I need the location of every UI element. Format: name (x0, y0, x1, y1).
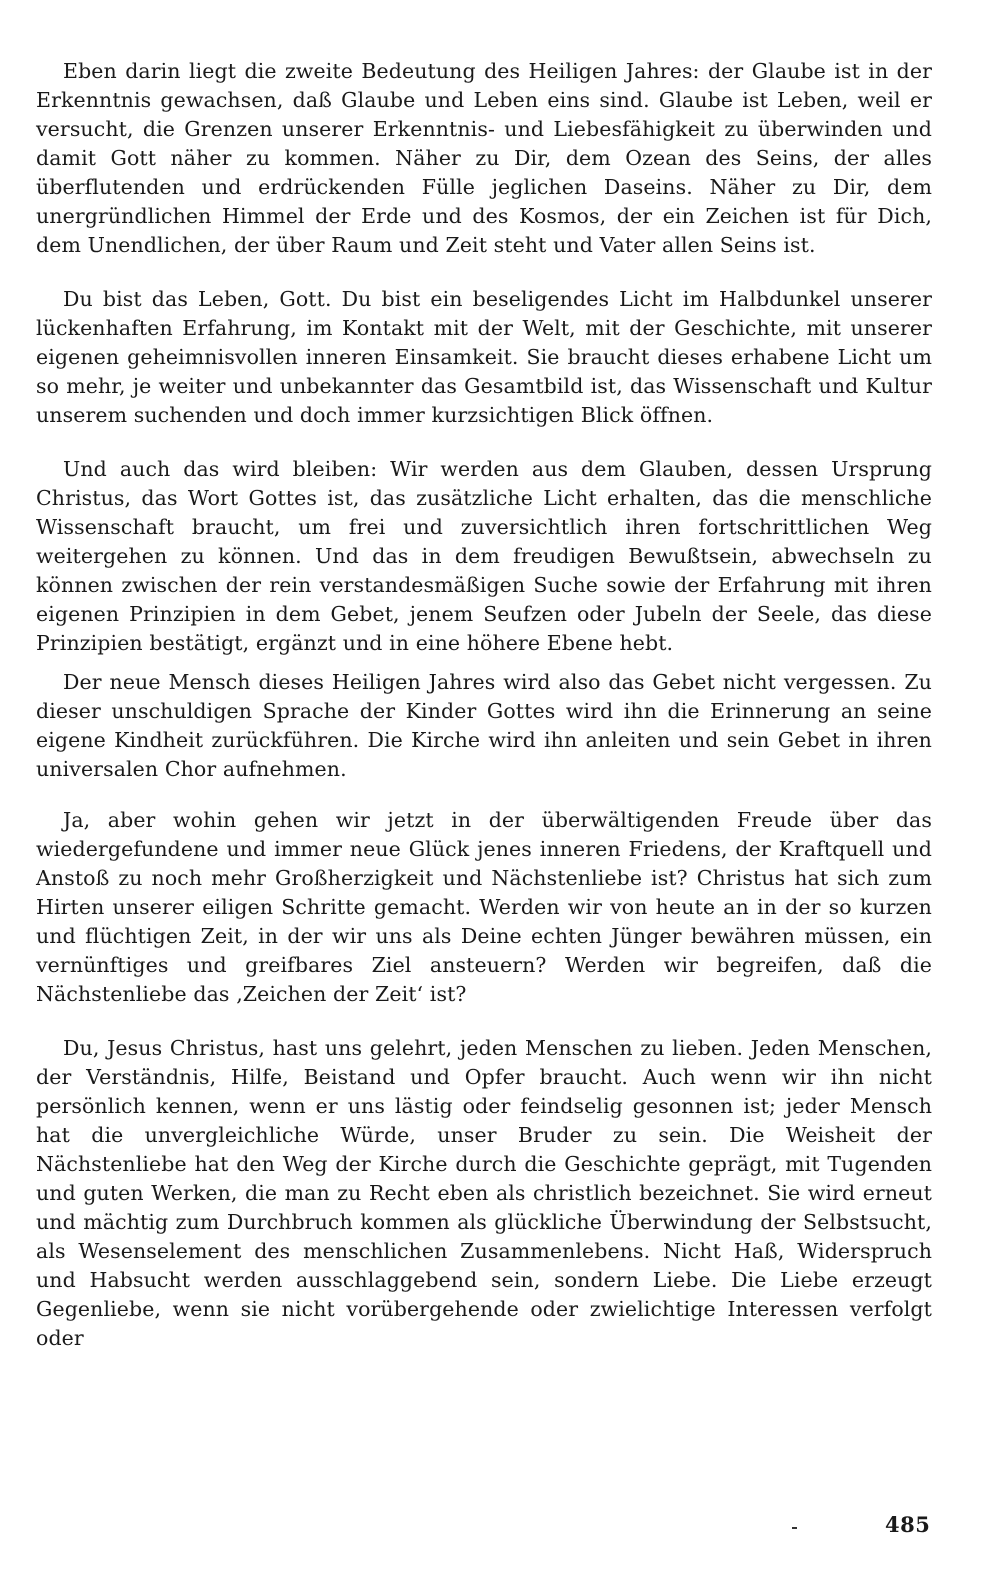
document-page (36, 57, 932, 1353)
paragraph: Und auch das wird bleiben: Wir werden aus dem Glauben, dessen Ursprung Christus, das Wort Gottes ist, das zusätzliche Licht erhalten, das die menschliche Wissenschaft braucht, um frei und zuversichtlich ihren fortschrittlichen Weg weitergehen zu können. Und das in dem freudigen Bewußtsein, abwechseln zu können zwischen der rein verstandesmäßigen Suche sowie der Erfahrung mit ihren eigenen Prinzipien in dem Gebet, jenem Seufzen oder Jubeln der Seele, das diese Prinzipien bestätigt, ergänzt und in eine höhere Ebene hebt. (36, 457, 932, 655)
paragraph: Du bist das Leben, Gott. Du bist ein beseligendes Licht im Halbdunkel unserer lückenhaften Erfahrung, im Kontakt mit der Welt, mit der Geschichte, mit unserer eigenen geheimnisvollen inneren Einsamkeit. Sie braucht dieses erhabene Licht um so mehr, je weiter und unbekannter das Gesamtbild ist, das Wissenschaft und Kultur unserem suchenden und doch immer kurzsichtigen Blick öffnen. (36, 287, 932, 427)
paragraph: Ja, aber wohin gehen wir jetzt in der überwältigenden Freude über das wiedergefundene und immer neue Glück jenes inneren Friedens, der Kraftquell und Anstoß zu noch mehr Großherzigkeit und Nächstenliebe ist? Christus hat sich zum Hirten unserer eiligen Schritte gemacht. Werden wir von heute an in der so kurzen und flüchtigen Zeit, in der wir uns als Deine echten Jünger bewähren müssen, ein vernünftiges und greifbares Ziel ansteuern? Werden wir begreifen, daß die Nächstenliebe das ‚Zeichen der Zeit‘ ist? (36, 808, 932, 1006)
paragraph: Du, Jesus Christus, hast uns gelehrt, jeden Menschen zu lieben. Jeden Menschen, der Verständnis, Hilfe, Beistand und Opfer braucht. Auch wenn wir ihn nicht persönlich kennen, wenn er uns lästig oder feindselig gesonnen ist; jeder Mensch hat die unvergleichliche Würde, unser Bruder zu sein. Die Weisheit der Nächstenliebe hat den Weg der Kirche durch die Geschichte geprägt, mit Tugenden und guten Werken, die man zu Recht eben als christlich bezeichnet. Sie wird erneut und mächtig zum Durchbruch kommen als glückliche Überwindung der Selbstsucht, als Wesenselement des menschlichen Zusammenlebens. Nicht Haß, Widerspruch und Habsucht werden ausschlaggebend sein, sondern Liebe. Die Liebe erzeugt Gegenliebe, wenn sie nicht vorübergehende oder zwielichtige Interessen verfolgt oder (36, 1036, 932, 1350)
footer-mark (792, 1527, 797, 1529)
paragraph: Der neue Mensch dieses Heiligen Jahres wird also das Gebet nicht vergessen. Zu dieser unschuldigen Sprache der Kinder Gottes wird ihn die Erinnerung an seine eigene Kindheit zurückführen. Die Kirche wird ihn anleiten und sein Gebet in ihren universalen Chor aufnehmen. (36, 670, 932, 781)
paragraph: Eben darin liegt die zweite Bedeutung des Heiligen Jahres: der Glaube ist in der Erkenntnis gewachsen, daß Glaube und Leben eins sind. Glaube ist Leben, weil er versucht, die Grenzen unserer Erkenntnis- und Liebesfähigkeit zu überwinden und damit Gott näher zu kommen. Näher zu Dir, dem Ozean des Seins, der alles überflutenden und erdrückenden Fülle jeglichen Daseins. Näher zu Dir, dem unergründlichen Himmel der Erde und des Kosmos, der ein Zeichen ist für Dich, dem Unendlichen, der über Raum und Zeit steht und Vater allen Seins ist. (36, 59, 932, 257)
page-number: 485 (885, 1512, 931, 1537)
